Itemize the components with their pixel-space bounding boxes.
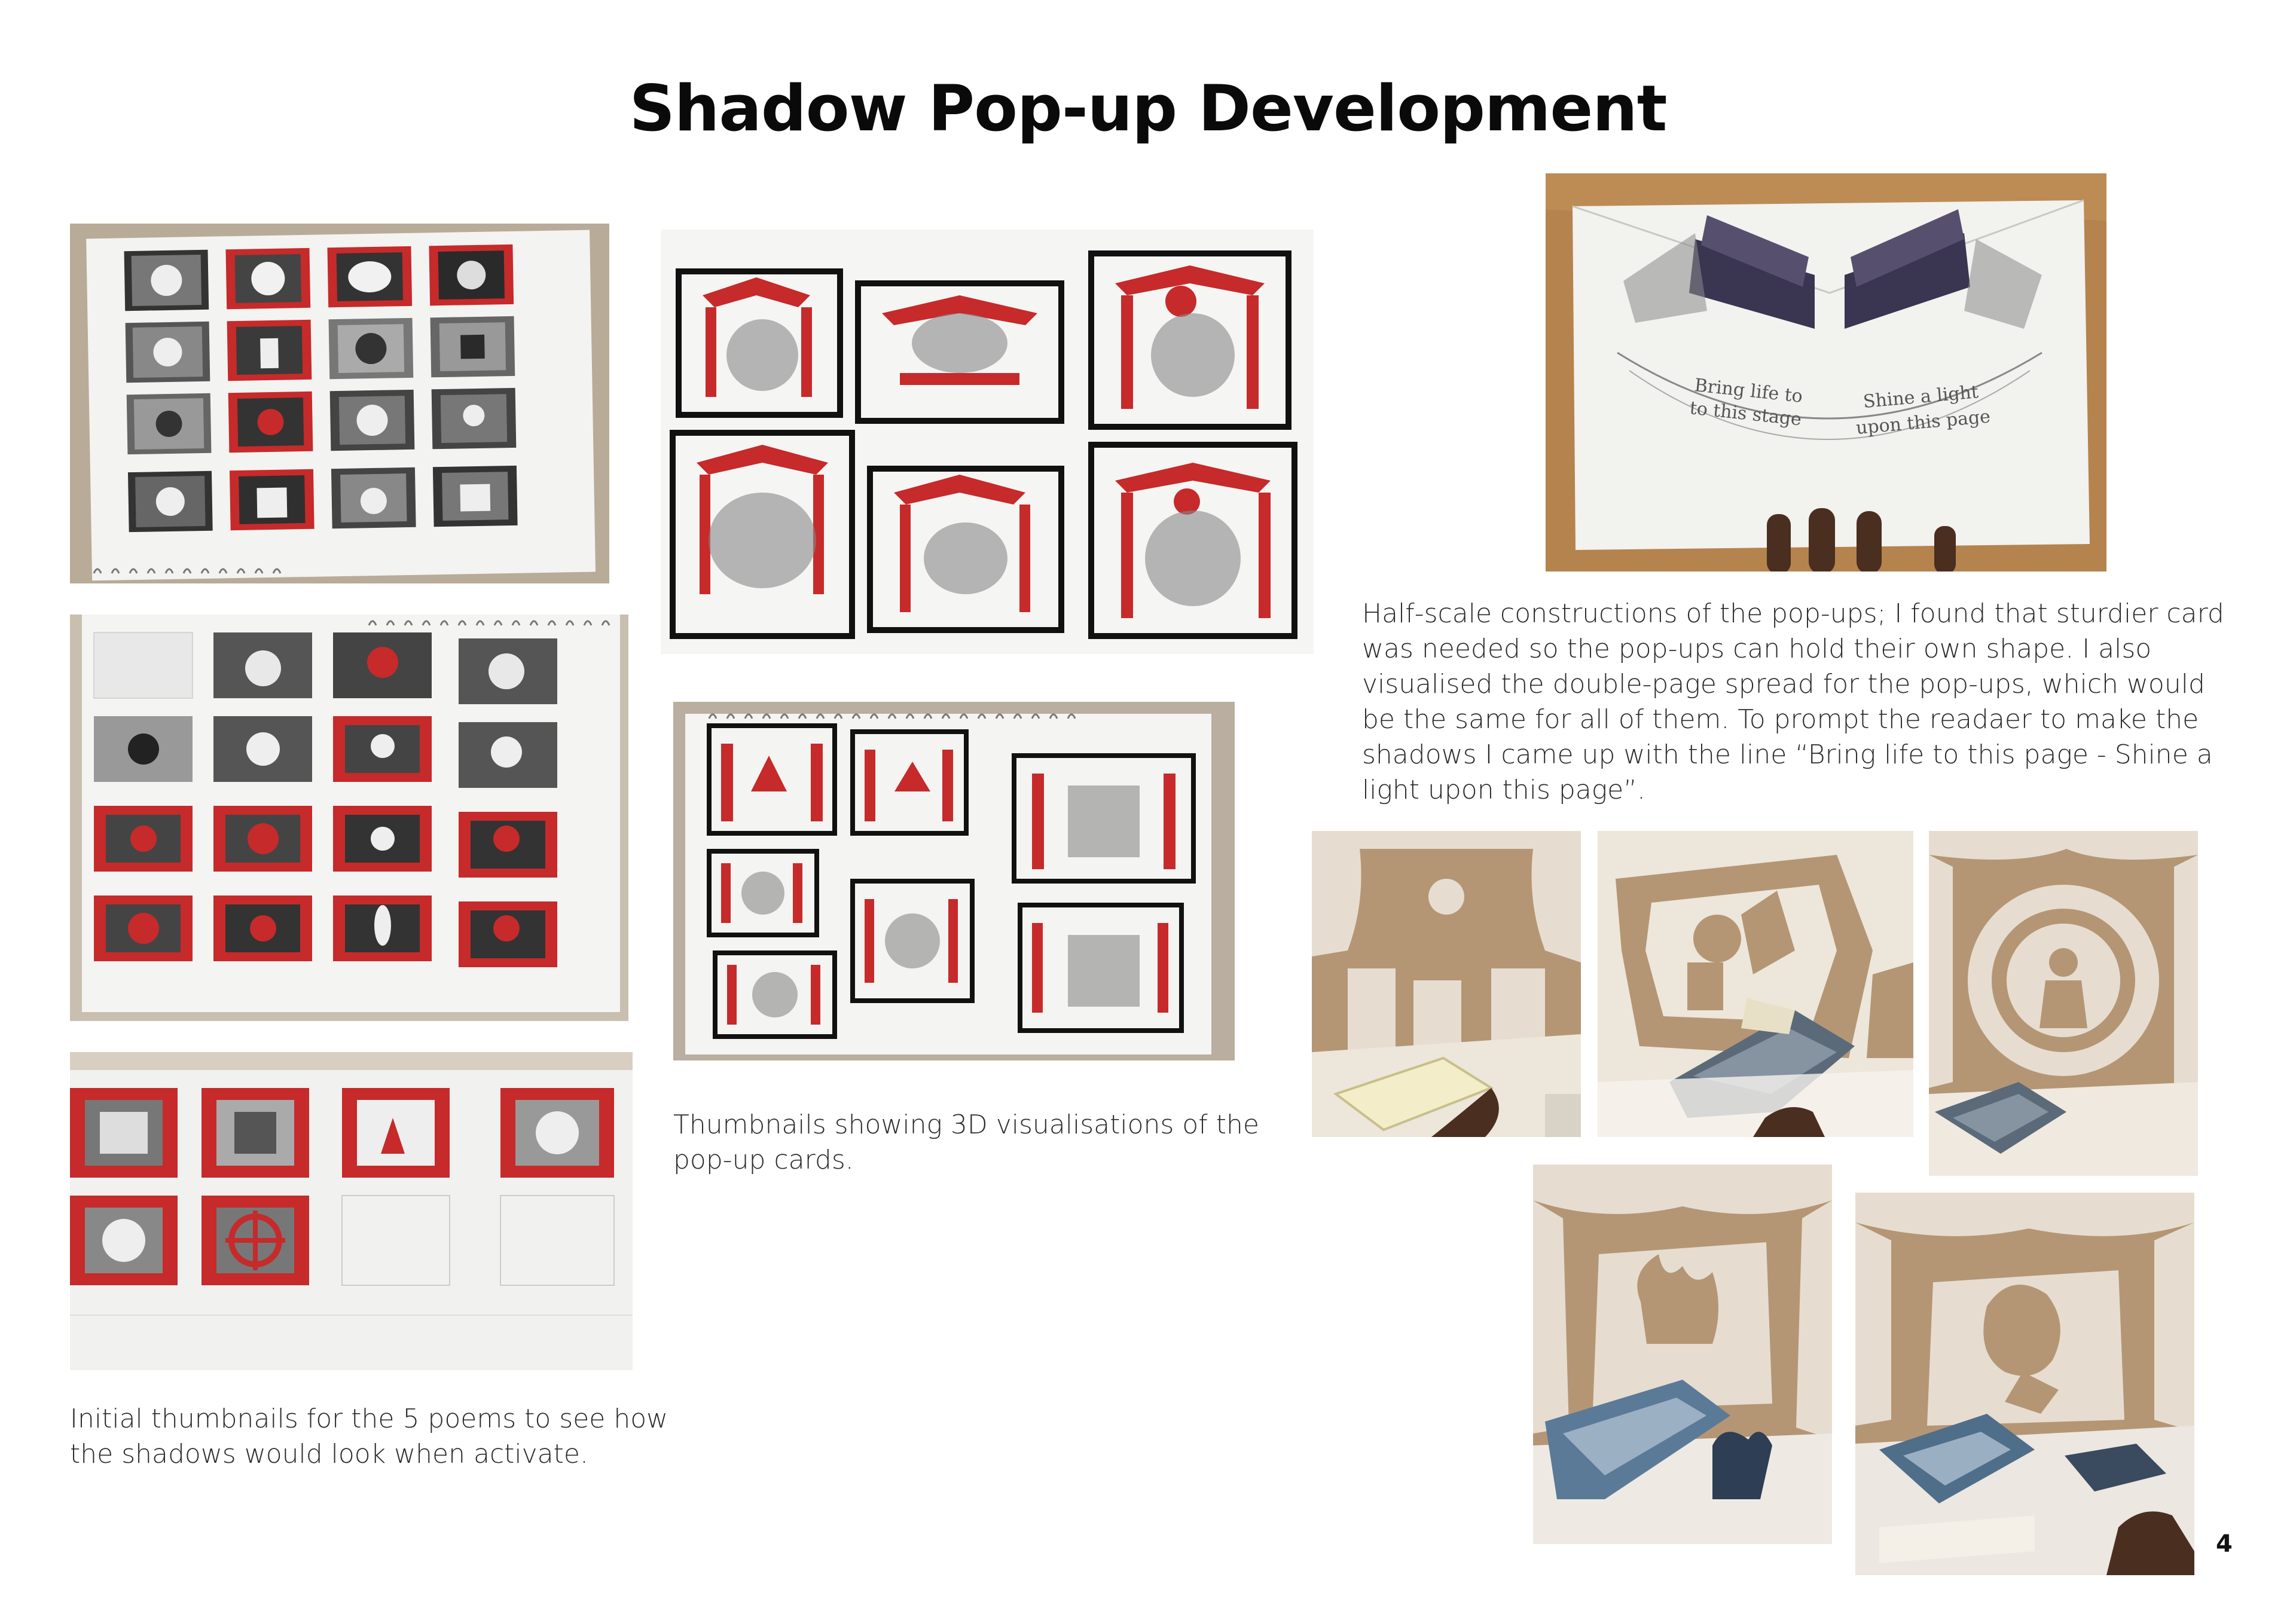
shadow-photo-2	[1598, 831, 1913, 1137]
thumbnails-photo-2	[70, 615, 628, 1021]
card-text-right-2: upon this page	[1855, 406, 1992, 439]
page-title: Shadow Pop-up Development	[629, 72, 1667, 145]
card-text-left-1: Bring life to	[1693, 375, 1804, 407]
visualisations-photo-2	[673, 702, 1235, 1060]
visualisations-caption: Thumbnails showing 3D visualisations of the pop-up cards.	[673, 1109, 1259, 1175]
page-number: 4	[2216, 1530, 2233, 1558]
thumbnails-photo-3	[70, 1052, 633, 1370]
card-text-right-1: Shine a light	[1862, 381, 1980, 412]
shadow-photo-4	[1533, 1164, 1832, 1544]
shadow-photo-5	[1855, 1193, 2194, 1575]
card-text-left-2: to this stage	[1689, 398, 1803, 430]
half-scale-caption: Half-scale constructions of the pop-ups; I found that sturdier card was needed so the pop-ups can hold their own shape. I also visualised the double-page spread for the pop-ups, which would be the same for all of them. To prompt the readaer to make the shadows I came up with the line “Bring life to this page - Shine a light upon this page”.	[1362, 598, 2224, 805]
thumbnails-photo-1	[70, 224, 609, 583]
half-scale-card-photo	[1546, 173, 2106, 571]
shadow-photo-1	[1312, 831, 1581, 1137]
shadow-photo-3	[1929, 831, 2198, 1176]
thumbnails-caption: Initial thumbnails for the 5 poems to see how the shadows would look when activate.	[70, 1404, 668, 1469]
visualisations-photo-1	[661, 230, 1314, 654]
